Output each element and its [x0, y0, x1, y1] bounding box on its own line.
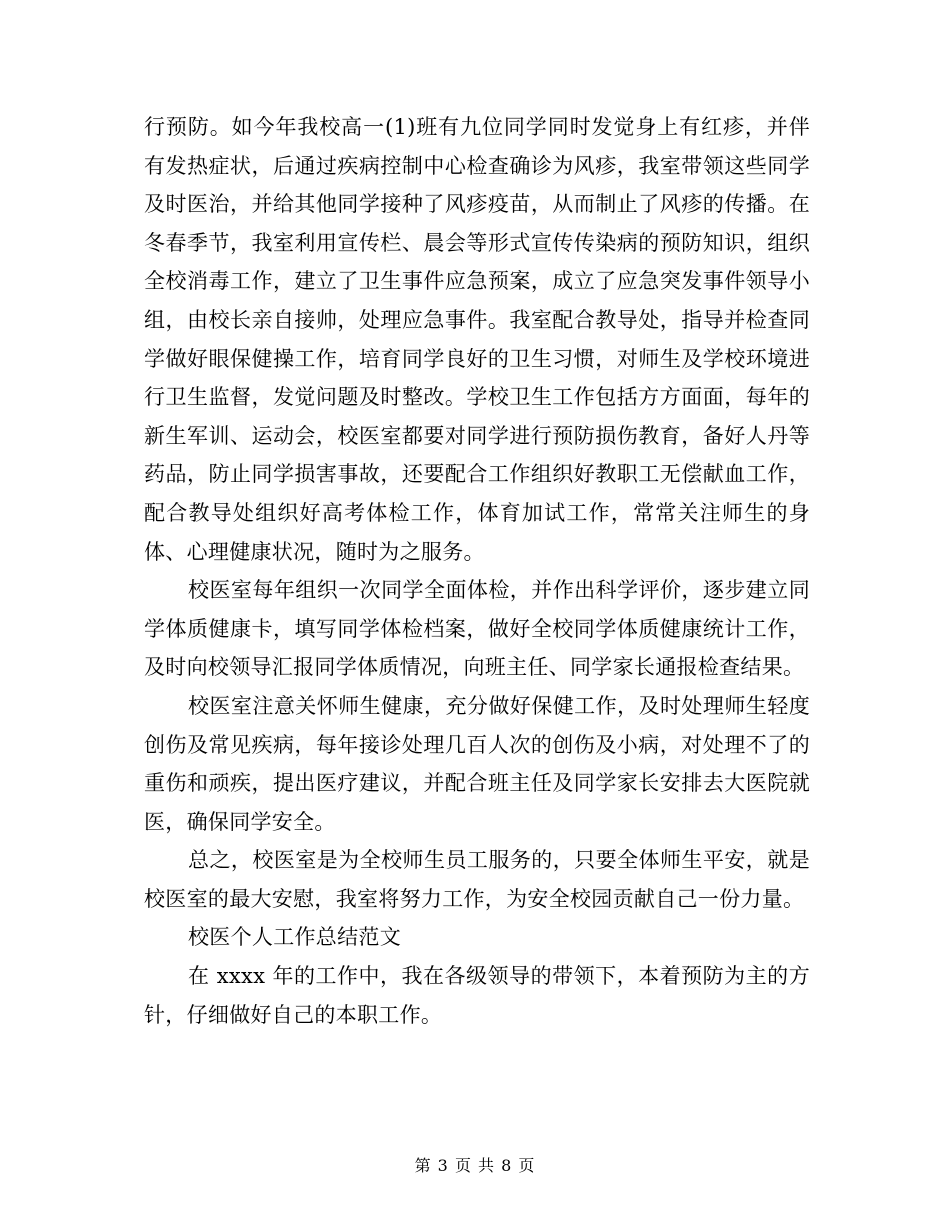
- paragraph-2: 校医室每年组织一次同学全面体检，并作出科学评价，逐步建立同学体质健康卡，填写同学体检档案，做好全校同学体质健康统计工作，及时向校领导汇报同学体质情况，向班主任、同学家长通报检查结果。: [144, 578, 810, 680]
- paragraph-3: 校医室注意关怀师生健康，充分做好保健工作，及时处理师生轻度创伤及常见疾病，每年接诊处理几百人次的创伤及小病，对处理不了的重伤和顽疾，提出医疗建议，并配合班主任及同学家长安排去大医院就医，确保同学安全。: [144, 693, 810, 834]
- paragraph-1: 行预防。如今年我校高一(1)班有九位同学同时发觉身上有红疹，并伴有发热症状，后通过疾病控制中心检查确诊为风疹，我室带领这些同学及时医治，并给其他同学接种了风疹疫苗，从而制止了风疹的传播。在冬春季节，我室利用宣传栏、晨会等形式宣传传染病的预防知识，组织全校消毒工作，建立了卫生事件应急预案，成立了应急突发事件领导小组，由校长亲自接帅，处理应急事件。我室配合教导处，指导并检查同学做好眼保健操工作，培育同学良好的卫生习惯，对师生及学校环境进行卫生监督，发觉问题及时整改。学校卫生工作包括方方面面，每年的新生军训、运动会，校医室都要对同学进行预防损伤教育，备好人丹等药品，防止同学损害事故，还要配合工作组织好教职工无偿献血工作，配合教导处组织好高考体检工作，体育加试工作，常常关注师生的身体、心理健康状况，随时为之服务。: [144, 115, 810, 564]
- paragraph-4: 总之，校医室是为全校师生员工服务的，只要全体师生平安，就是校医室的最大安慰，我室将努力工作，为安全校园贡献自己一份力量。: [144, 848, 810, 911]
- section-heading: 校医个人工作总结范文: [188, 925, 401, 950]
- page-number-footer: 第 3 页 共 8 页: [414, 1156, 536, 1175]
- paragraph-5: 在 xxxx 年的工作中，我在各级领导的带领下，本着预防为主的方针，仔细做好自己的本职工作。: [144, 964, 810, 1027]
- document-body: [144, 108, 810, 1034]
